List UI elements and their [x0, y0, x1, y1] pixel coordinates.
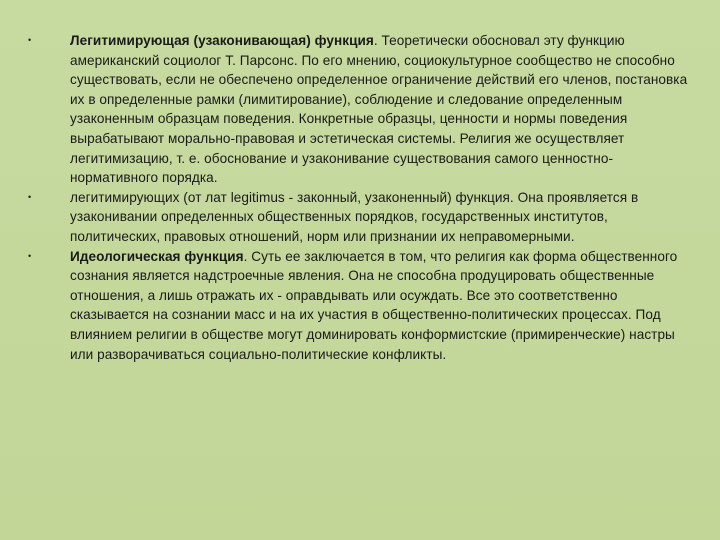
bullet-heading: Идеологическая функция — [70, 248, 244, 264]
bullet-heading-suffix: . — [243, 248, 248, 264]
bullet-item-ideological-function — [28, 247, 688, 365]
bullet-text — [70, 247, 688, 365]
bullet-marker: • — [28, 250, 32, 261]
bullet-body: легитимирующих (от лат legitimus - законный, узаконенный) функция. Она проявляется в узаконивании определенных общественных порядков, государственных институтов, политических, правовых отношений, норм или признании их неправомерными. — [70, 189, 639, 244]
bullet-text — [70, 188, 688, 247]
bullet-heading-suffix: . — [373, 33, 378, 48]
bullet-item-legitimizing-function — [28, 31, 688, 188]
bullet-marker: • — [28, 191, 32, 202]
bullet-marker: • — [28, 35, 32, 45]
bullet-body: Теоретически обосновал эту функцию американский социолог Т. Парсонс. По его мнению, социокультурное сообщество не способно существовать, если не обеспечено определенное ограничение действий его членов, постановка их в определенные рамки (лимитирование), соблюдение и следование определенным узаконенным образцам поведения. Конкретные образцы, ценности и нормы поведения вырабатывают морально-правовая и эстетическая системы. Религия же осуществляет легитимизацию, т. е. обоснование и узаконивание существования самого ценностно-нормативного порядка. — [70, 33, 688, 186]
bullet-body: Суть ее заключается в том, что религия как форма общественного сознания является надстроечные явления. Она не способна продуцировать общественные отношения, а лишь отражать их - оправдывать или осуждать. Все это соответственно сказывается на сознании масс и на их участия в общественно-политических процессах. Под влиянием религии в обществе могут доминировать конформистские (примиренческие) настры или разворачиваться социально-политические конфликты. — [70, 248, 678, 362]
bullet-heading: Легитимирующая (узаконивающая) функция — [70, 33, 374, 48]
bullet-text — [70, 31, 688, 188]
bullet-item-legitimizing-definition — [28, 188, 688, 247]
bullet-list — [28, 31, 688, 364]
